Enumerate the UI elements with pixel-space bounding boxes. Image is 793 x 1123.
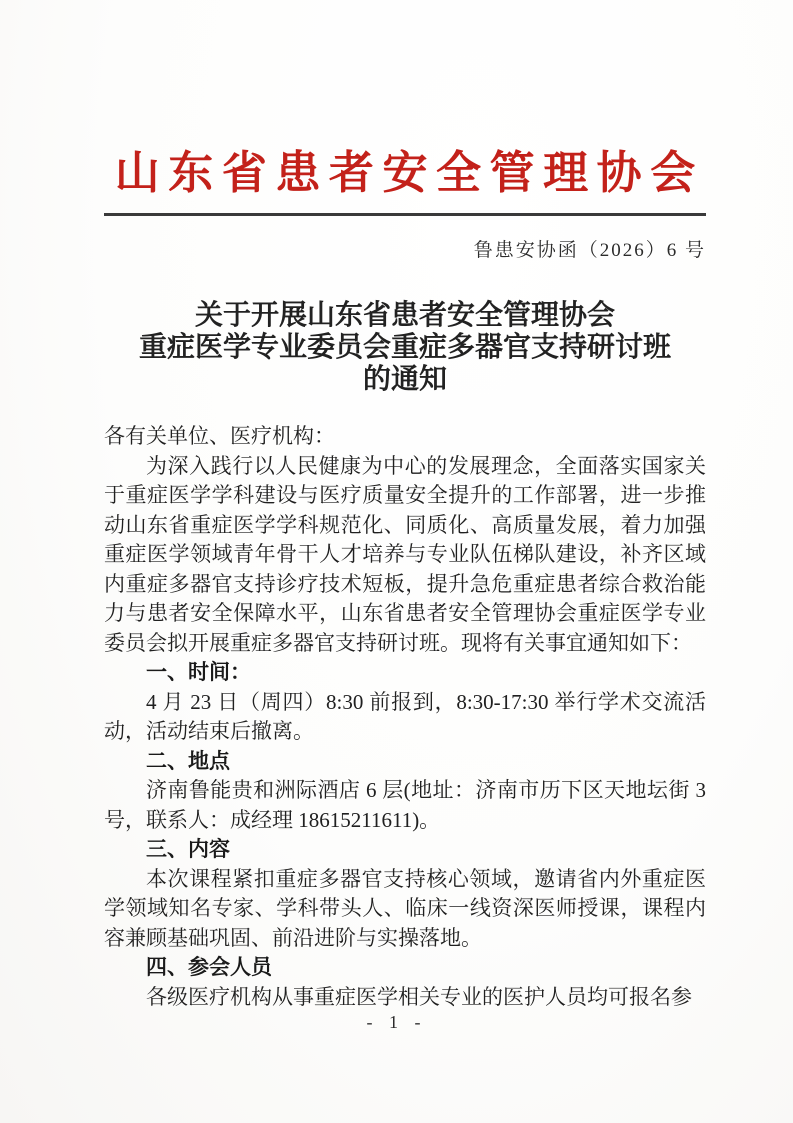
section-body-participants: 各级医疗机构从事重症医学相关专业的医护人员均可报名参 — [146, 984, 692, 1009]
notice-title-line-3: 的通知 — [362, 363, 447, 395]
organization-title: 山东省患者安全管理协会 — [114, 148, 704, 198]
notice-title-line-2: 重症医学专业委员会重症多器官支持研讨班 — [138, 331, 671, 363]
section-heading-participants: 四、参会人员 — [146, 956, 272, 980]
document-reference-number: 鲁患安协函（2026）6 号 — [473, 240, 706, 262]
notice-title — [104, 299, 706, 395]
document-content — [104, 0, 706, 1012]
section-body-time: 4 月 23 日（周四）8:30 前报到，8:30-17:30 举行学术交流活动，活动结束后撤离。 — [104, 689, 706, 744]
section-body-content: 本次课程紧扣重症多器官支持核心领域，邀请省内外重症医学领域知名专家、学科带头人、临床一线资深医师授课，课程内容兼顾基础巩固、前沿进阶与实操落地。 — [104, 866, 706, 950]
header-divider-rule — [104, 213, 706, 216]
section-heading-content: 三、内容 — [146, 838, 230, 862]
section-heading-time: 一、时间： — [146, 661, 251, 685]
section-body-location: 济南鲁能贵和洲际酒店 6 层(地址：济南市历下区天地坛街 3 号，联系人：成经理 18615211611)。 — [104, 778, 706, 832]
intro-paragraph: 为深入践行以人民健康为中心的发展理念，全面落实国家关于重症医学学科建设与医疗质量安全提升的工作部署，进一步推动山东省重症医学学科规范化、同质化、高质量发展，着力加强重症医学领域青年骨干人才培养与专业队伍梯队建设，补齐区域内重症多器官支持诊疗技术短板，提升急危重症患者综合救治能力与患者安全保障水平，山东省患者安全管理协会重症医学专业委员会拟开展重症多器官支持研讨班。现将有关事宜通知如下： — [104, 453, 706, 655]
section-heading-location: 二、地点 — [146, 749, 230, 773]
page-number: - 1 - — [366, 1012, 427, 1032]
notice-title-line-1: 关于开展山东省患者安全管理协会 — [194, 299, 615, 331]
notice-body — [104, 422, 706, 1012]
salutation: 各有关单位、医疗机构： — [104, 424, 335, 449]
